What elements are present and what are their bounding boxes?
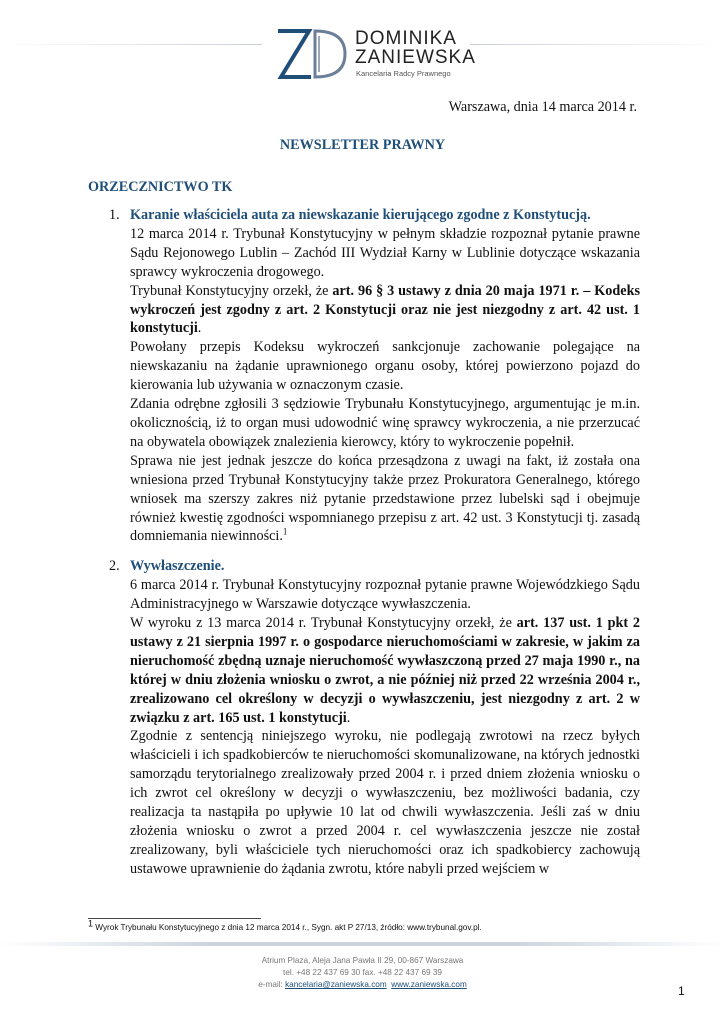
paragraph: 12 marca 2014 r. Trybunał Konstytucyjny w pełnym składzie rozpoznał pytanie prawne Sądu Rejonowego Lublin – Zachód III Wydział Karny w Lublinie dotyczące wskazania sprawcy wykroczenia drogowego. <box>130 225 640 280</box>
list-item-heading: Karanie właściciela auta za niewskazanie kierującego zgodne z Konstytucją. <box>130 207 591 223</box>
bold-text-run: art. 96 § 3 ustawy z dnia 20 maja 1971 r. – Kodeks wykroczeń jest zgodny z art. 2 Konstytucji oraz nie jest niezgodny z art. 42 ust. 1 konstytucji <box>130 282 640 337</box>
logo-mark-icon <box>275 28 349 80</box>
header-rule-right <box>470 44 725 45</box>
footer-contact <box>0 979 725 991</box>
footer-website-link[interactable]: www.zaniewska.com <box>391 980 467 989</box>
footnote-mark: 1 <box>88 918 94 929</box>
footnote-divider <box>88 918 261 919</box>
text-run: Trybunał Konstytucyjny orzekł, że <box>130 282 333 299</box>
footer <box>0 955 725 991</box>
list-item-number: 1. <box>109 207 120 223</box>
paragraph <box>130 282 640 339</box>
list-item-heading: Wywłaszczenie. <box>130 558 225 575</box>
footer-phone: tel. +48 22 437 69 30 fax. +48 22 437 69 39 <box>283 968 442 977</box>
logo-brand-line2: ZANIEWSKA <box>355 47 476 68</box>
paragraph: 6 marca 2014 r. Trybunał Konstytucyjny rozpoznał pytanie prawne Wojewódzkiego Sądu Administracyjnego w Warszawie dotyczące wywłaszczenia. <box>130 577 640 613</box>
logo-brand-line1: DOMINIKA <box>355 28 457 49</box>
footnote-text: Wyrok Trybunału Konstytucyjnego z dnia 12 marca 2014 r., Sygn. akt P 27/13, źródło: www.trybunal.gov.pl. <box>93 923 482 932</box>
footer-email-link[interactable]: kancelaria@zaniewska.com <box>285 980 387 989</box>
document-title: NEWSLETTER PRAWNY <box>279 137 446 153</box>
text-run: Sprawa nie jest jednak jeszcze do końca przesądzona z uwagi na fakt, iż została ona wniesiona przed Trybunał Konstytucyjny także przez Prokuratora Generalnego, którego wniosek ma szerszy zakres niż pytanie przedstawione przez lubelski sąd i obejmuje również kwestię zgodności wspomnianego przepisu z art. 42 ust. 3 Konstytucji tj. zasadą domniemania niewinności. <box>130 452 640 545</box>
footer-bar <box>0 942 725 946</box>
paragraph <box>130 614 640 727</box>
footnote <box>88 918 482 932</box>
text-run: . <box>197 320 202 337</box>
footnote-reference[interactable]: 1 <box>282 526 288 537</box>
paragraph <box>130 452 640 547</box>
page-number: 1 <box>678 984 685 998</box>
footer-address: Atrium Plaza, Aleja Jana Pawła II 29, 00-867 Warszawa <box>261 956 464 965</box>
paragraph: Zdania odrębne zgłosili 3 sędziowie Trybunału Konstytucyjnego, argumentując je m.in. okolicznością, iż to organ musi udowodnić winę sprawcy wykroczenia, a nie przerzucać na obywatela obowiązek znalezienia kierowcy, który to wykroczenie popełnił. <box>130 396 640 450</box>
list-item <box>88 557 640 878</box>
document-body <box>88 206 640 879</box>
text-run: W wyroku z 13 marca 2014 r. Trybunał Konstytucyjny orzekł, że <box>130 615 517 632</box>
list-item <box>88 206 640 546</box>
footer-email-label: e-mail: <box>258 980 286 989</box>
header-rule-left <box>0 44 262 45</box>
logo-tagline: Kancelaria Radcy Prawnego <box>356 69 451 78</box>
document-date: Warszawa, dnia 14 marca 2014 r. <box>448 99 637 115</box>
text-run: . <box>346 709 351 726</box>
paragraph: Powołany przepis Kodeksu wykroczeń sankcjonuje zachowanie polegające na niewskazaniu na żądanie uprawnionego organu osoby, której powierzono pojazd do kierowania lub używania w oznaczonym czasie. <box>130 339 640 394</box>
paragraph: Zgodnie z sentencją niniejszego wyroku, nie podlegają zwrotowi na rzecz byłych właścicieli i ich spadkobierców te nieruchomości skomunalizowane, na których jednostki samorządu terytorialnego zrealizowały przed 2004 r. i przed dniem złożenia wniosku o ich zwrot cel określony w decyzji o wywłaszczeniu, bez możliwości badania, czy realizacja ta nastąpiła po upływie 10 lat od chwili wywłaszczenia. Jeśli zaś w dniu złożenia wniosku o zwrot a przed 2004 r. cel wywłaszczenia jeszcze nie został zrealizowany, byli właściciele tych nieruchomości oraz ich spadkobiercy zachowują ustawowe uprawnienie do żądania zwrotu, które nabyli przed wejściem w <box>130 728 640 877</box>
logo <box>275 28 475 84</box>
section-heading: ORZECZNICTWO TK <box>88 179 233 195</box>
bold-text-run: art. 137 ust. 1 pkt 2 ustawy z 21 sierpnia 1997 r. o gospodarce nieruchomościami w zakresie, w jakim za nieruchomość zbędną uznaje nieruchomość wywłaszczoną przed 27 maja 1990 r., na której w dniu złożenia wniosku o zwrot, a nie później niż przed 22 września 2004 r., zrealizowano cel określony w decyzji o wywłaszczeniu, jest niezgodny z art. 2 w związku z art. 165 ust. 1 konstytucji <box>130 615 640 726</box>
list-item-number: 2. <box>109 558 120 575</box>
